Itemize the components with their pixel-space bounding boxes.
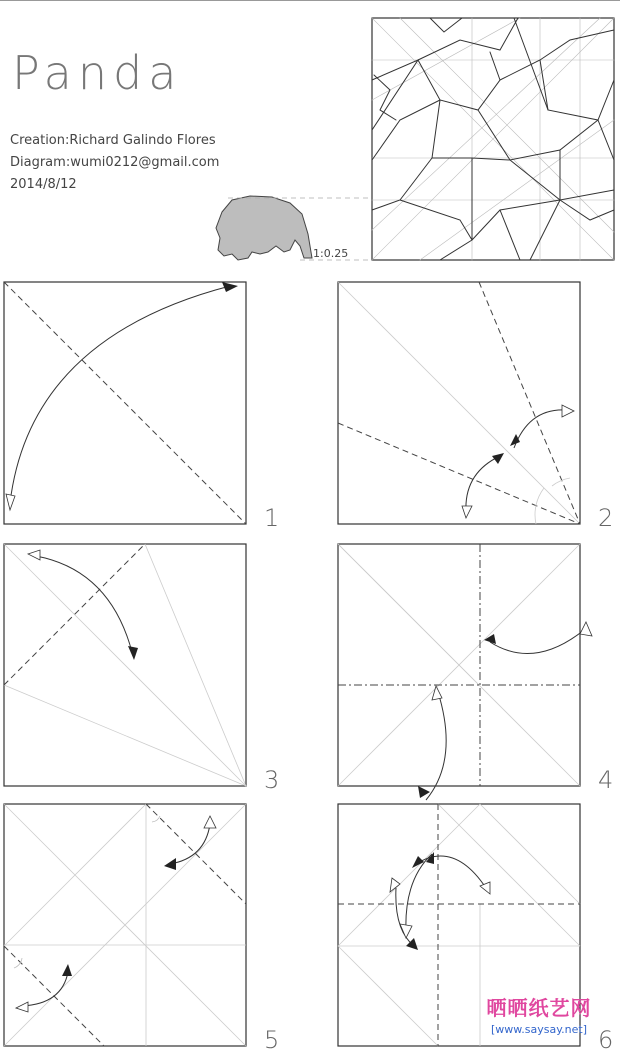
scale-ratio: 1:0.25	[313, 247, 349, 260]
watermark-site-name: 晒晒纸艺网	[486, 996, 592, 1020]
step-4-diagram	[334, 540, 594, 802]
watermark-url: [www.saysay.net]	[490, 1023, 587, 1036]
crease-pattern-area	[0, 0, 620, 270]
step-1-diagram	[0, 278, 260, 530]
diagram-credit: Diagram:wumi0212@gmail.com	[10, 155, 220, 170]
crease-pattern	[372, 18, 614, 260]
creator-credit: Creation:Richard Galindo Flores	[10, 133, 216, 148]
step-number-5: 5	[264, 1026, 280, 1054]
step-5-diagram	[0, 800, 260, 1054]
panda-silhouette	[216, 196, 312, 260]
page-title: Panda	[12, 46, 183, 100]
step-number-3: 3	[264, 766, 280, 794]
step-number-2: 2	[598, 504, 614, 532]
step-number-1: 1	[264, 504, 280, 532]
diagram-date: 2014/8/12	[10, 177, 77, 192]
site-watermark	[464, 992, 614, 1036]
step-2-diagram	[334, 278, 594, 530]
step-number-4: 4	[598, 766, 614, 794]
step-number-6: 6	[598, 1026, 614, 1054]
step-3-diagram	[0, 540, 260, 792]
